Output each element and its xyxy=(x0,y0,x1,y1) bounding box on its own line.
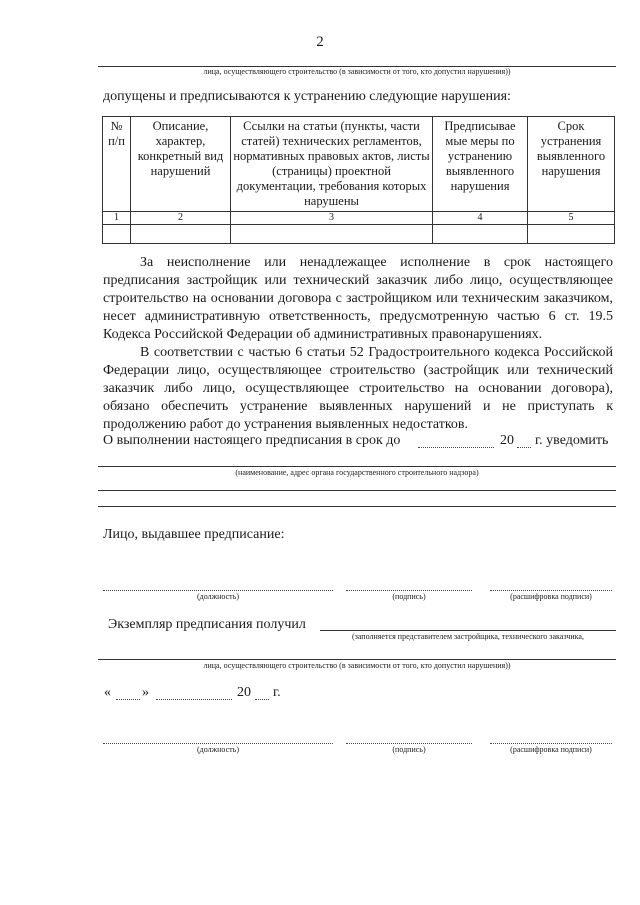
date-day-field[interactable] xyxy=(116,699,140,700)
authority-line-1[interactable] xyxy=(98,466,616,467)
para2-line-1: В соответствии с частью 6 статьи 52 Градостроительного кодекса Российской xyxy=(140,345,613,360)
issuer-position-caption: (должность) xyxy=(197,592,239,601)
header-measures: Предписывае мые меры по устранению выявленного нарушения xyxy=(433,117,528,212)
received-label: Экземпляр предписания получил xyxy=(108,617,306,632)
receiver-decode-caption: (расшифровка подписи) xyxy=(510,745,592,754)
intro-text: допущены и предписываются к устранению следующие нарушения: xyxy=(103,89,511,104)
table-numbers-row xyxy=(103,212,615,225)
receiver-signature-caption: (подпись) xyxy=(392,745,426,754)
receiver-signature-field[interactable] xyxy=(346,743,472,744)
deadline-date-field[interactable] xyxy=(418,447,494,448)
deadline-year: 20 xyxy=(500,433,514,448)
header-description: Описание, характер, конкретный вид нарушений xyxy=(131,117,231,212)
table-cell[interactable] xyxy=(131,225,231,244)
receiver-position-caption: (должность) xyxy=(197,745,239,754)
table-cell[interactable] xyxy=(103,225,131,244)
issuer-signature-caption: (подпись) xyxy=(392,592,426,601)
para2-line-2: Федерации лицо, осуществляющее строительство (застройщик или технический xyxy=(103,363,613,378)
table-row xyxy=(103,225,615,244)
deadline-suffix: г. уведомить xyxy=(535,433,609,448)
table-cell[interactable] xyxy=(433,225,528,244)
table-cell[interactable] xyxy=(528,225,615,244)
violations-table xyxy=(102,116,615,244)
receiver-decode-field[interactable] xyxy=(490,743,612,744)
date-year: 20 xyxy=(237,685,251,700)
table-cell[interactable] xyxy=(231,225,433,244)
para1-line-3: строительство на основании договора с застройщиком или техническим заказчиком, xyxy=(103,291,613,306)
para2-line-5: продолжению работ до устранения выявленных недостатков. xyxy=(103,417,469,432)
issuer-decode-caption: (расшифровка подписи) xyxy=(510,592,592,601)
para1-line-2: предписания застройщик или технический заказчик либо лицо, осуществляющее xyxy=(103,273,613,288)
date-close-quote: » xyxy=(142,685,149,700)
col-number-5: 5 xyxy=(528,212,615,225)
issuer-decode-field[interactable] xyxy=(490,590,612,591)
table-header-row xyxy=(103,117,615,212)
col-number-2: 2 xyxy=(131,212,231,225)
deadline-label: О выполнении настоящего предписания в срок до xyxy=(103,433,401,448)
top-caption: лица, осуществляющего строительство (в зависимости от того, кто допустил нарушения)) xyxy=(203,67,511,76)
deadline-year-field[interactable] xyxy=(517,447,531,448)
received-caption: (заполняется представителем застройщика, технического заказчика, xyxy=(352,632,584,641)
page-number: 2 xyxy=(316,34,324,50)
col-number-3: 3 xyxy=(231,212,433,225)
issuer-position-field[interactable] xyxy=(103,590,333,591)
received-line-1[interactable] xyxy=(320,630,616,631)
issuer-signature-field[interactable] xyxy=(346,590,472,591)
para2-line-4: обязано обеспечить устранение выявленных нарушений и не приступать к xyxy=(103,399,613,414)
header-deadline: Срок устранения выявленного нарушения xyxy=(528,117,615,212)
col-number-1: 1 xyxy=(103,212,131,225)
para2-line-3: заказчик либо лицо, осуществляющее строительство на основании договора), xyxy=(103,381,613,396)
received-line-2[interactable] xyxy=(98,659,616,660)
para1-line-4: несет административную ответственность, предусмотренную частью 6 ст. 19.5 xyxy=(103,309,613,324)
date-year-field[interactable] xyxy=(255,699,269,700)
para1-line-1: За неисполнение или ненадлежащее исполнение в срок настоящего xyxy=(140,255,613,270)
received-caption-2: лица, осуществляющего строительство (в зависимости от того, кто допустил нарушения)) xyxy=(203,661,511,670)
receiver-position-field[interactable] xyxy=(103,743,333,744)
authority-caption: (наименование, адрес органа государственного строительного надзора) xyxy=(235,468,479,477)
date-month-field[interactable] xyxy=(156,699,232,700)
authority-line-2[interactable] xyxy=(98,490,616,491)
header-references: Ссылки на статьи (пункты, части статей) технических регламентов, нормативных правовых актов, листы (страницы) проектной документации, требования которых нарушены xyxy=(231,117,433,212)
header-number: № п/п xyxy=(103,117,131,212)
authority-line-3[interactable] xyxy=(98,506,616,507)
issuer-label: Лицо, выдавшее предписание: xyxy=(103,527,285,542)
date-suffix: г. xyxy=(273,685,281,700)
col-number-4: 4 xyxy=(433,212,528,225)
date-open-quote: « xyxy=(104,685,111,700)
para1-line-5: Кодекса Российской Федерации об административных правонарушениях. xyxy=(103,327,543,342)
